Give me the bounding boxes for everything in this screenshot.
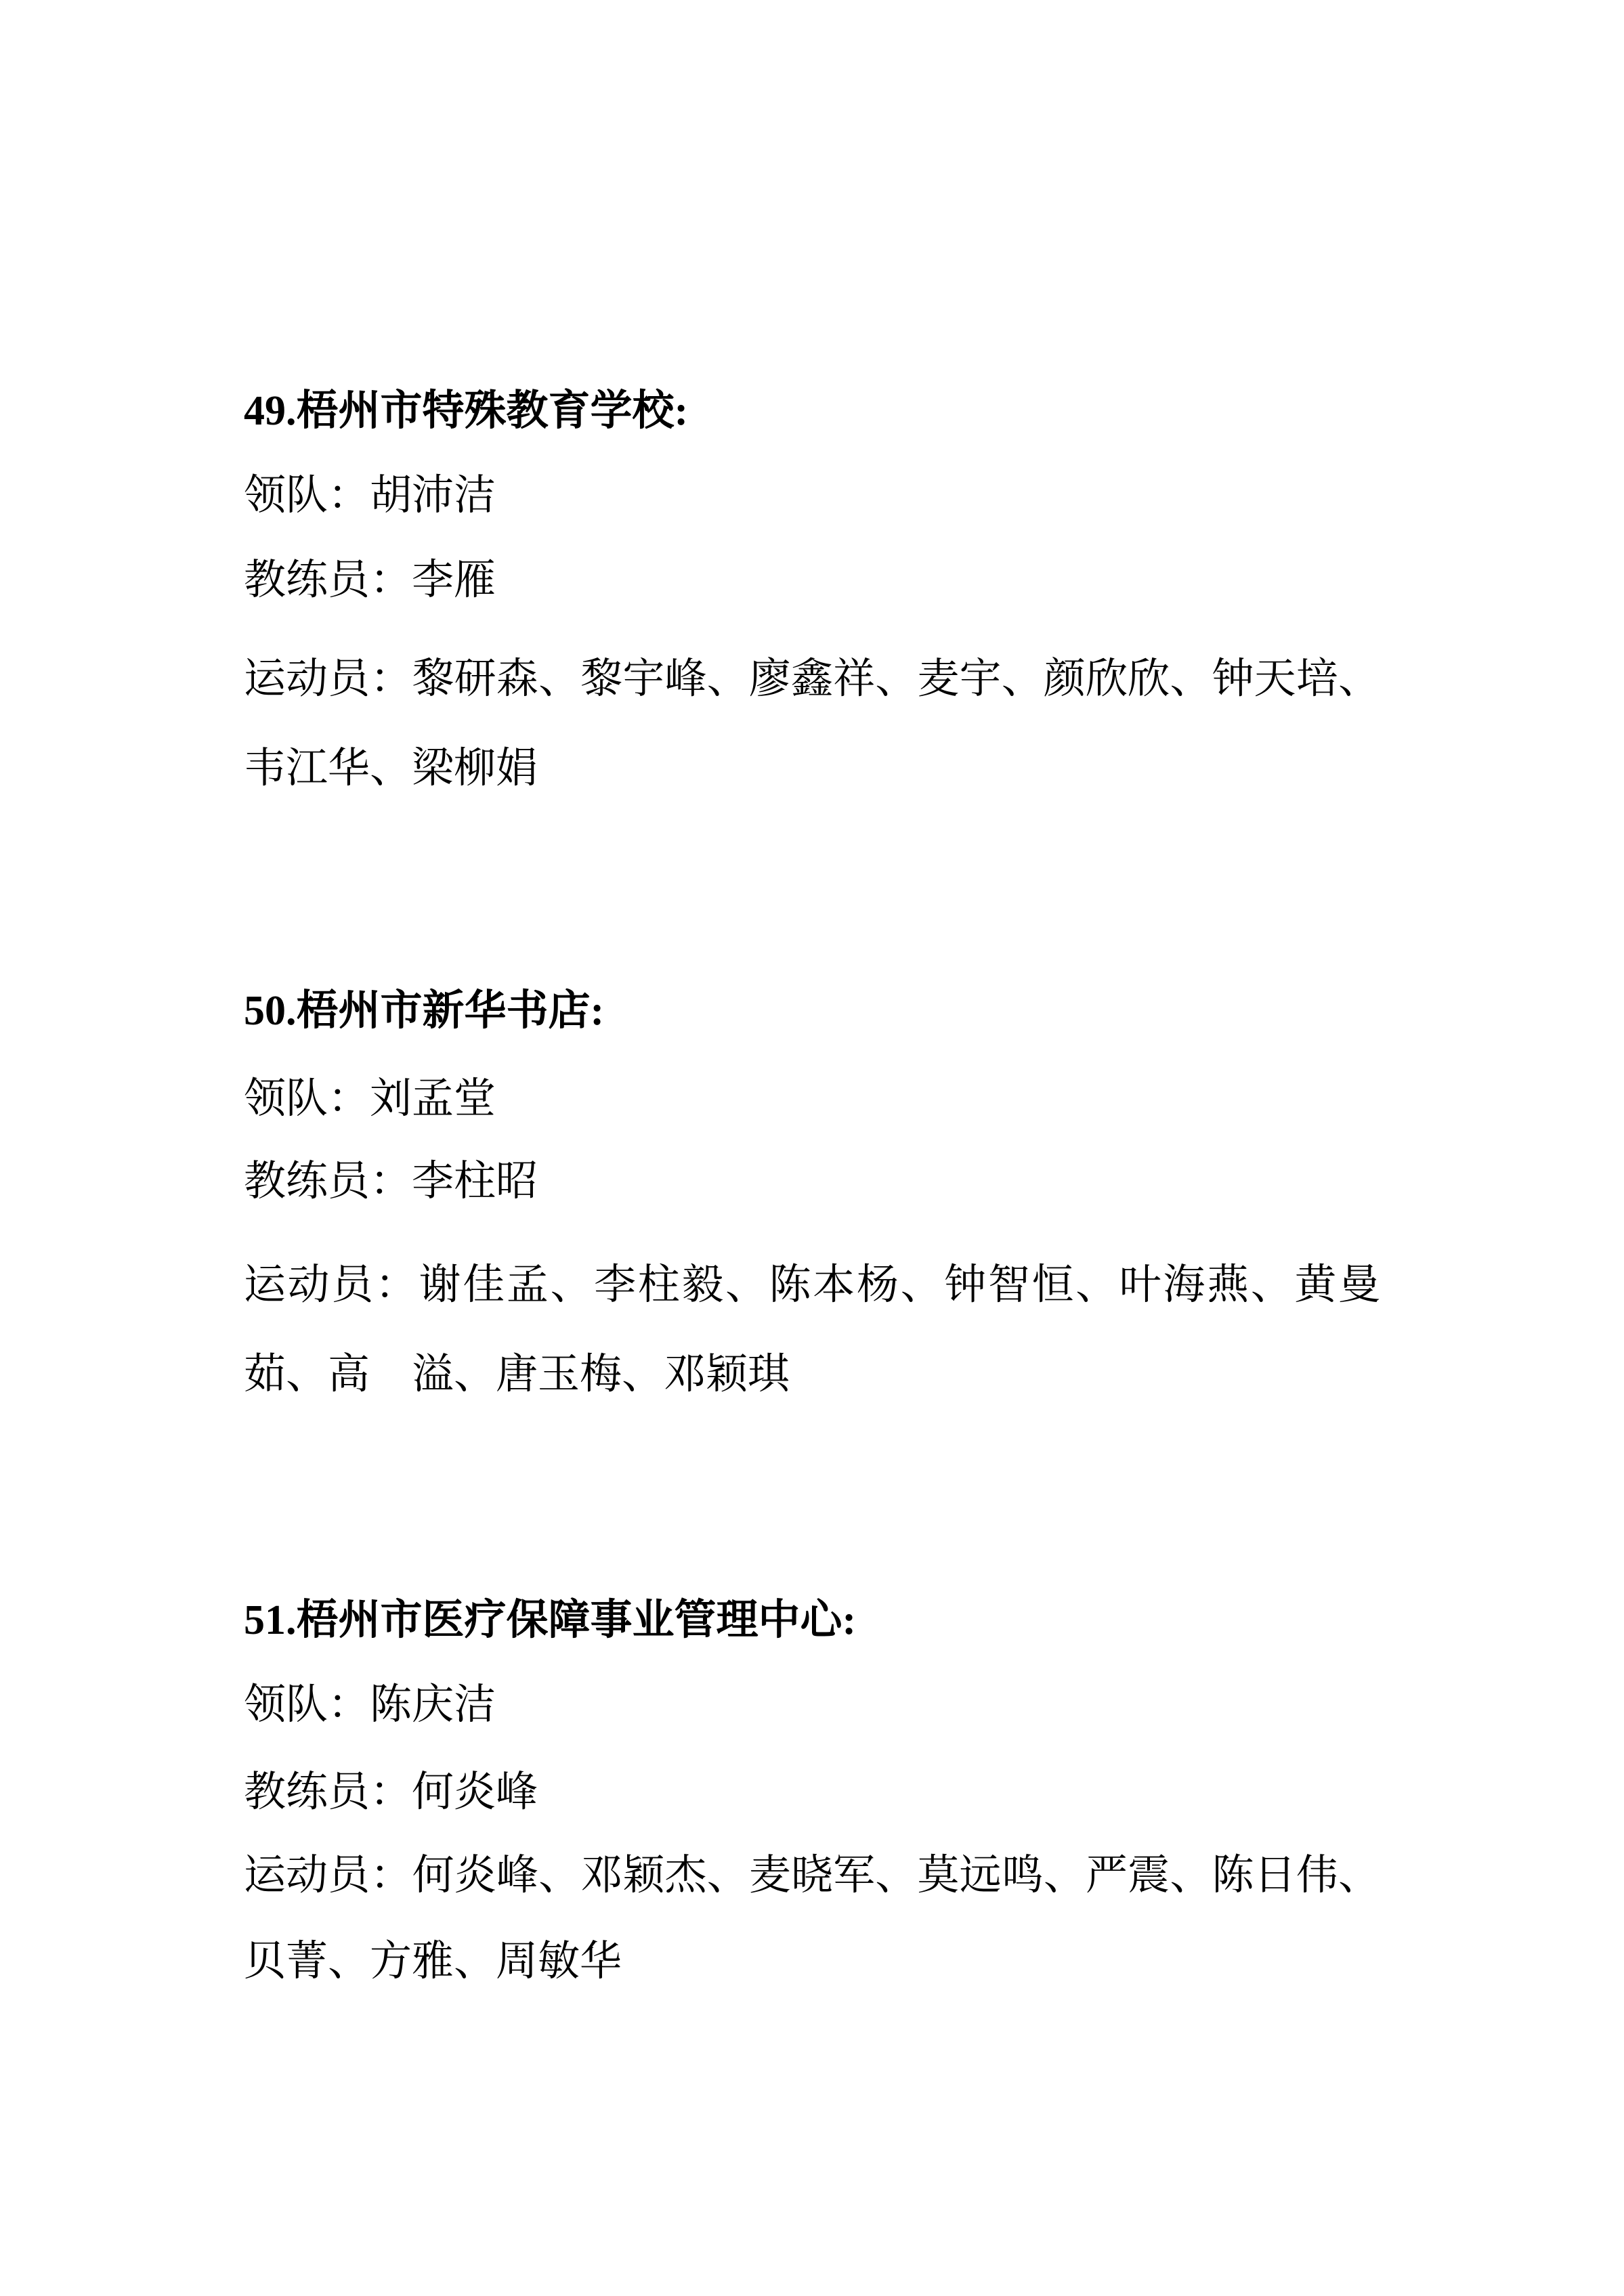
athletes-line-2: 贝菁、方雅、周敏华	[244, 1938, 622, 1985]
athletes-line-1: 运动员：黎研森、黎宇峰、廖鑫祥、麦宇、颜欣欣、钟天培、	[244, 656, 1380, 702]
section-heading: 50.梧州市新华书店:	[244, 988, 605, 1034]
athletes-line-1: 运动员：谢佳孟、李柱毅、陈本杨、钟智恒、叶海燕、黄曼	[244, 1262, 1380, 1308]
section-heading: 49.梧州市特殊教育学校:	[244, 388, 689, 434]
leader-line: 领队：刘孟堂	[244, 1076, 496, 1122]
coach-line: 教练员：李柱昭	[244, 1158, 538, 1205]
athletes-line-2: 茹、高 溢、唐玉梅、邓颖琪	[244, 1351, 790, 1398]
section-heading: 51.梧州市医疗保障事业管理中心:	[244, 1597, 857, 1643]
coach-line: 教练员：李雁	[244, 557, 496, 603]
athletes-line-2: 韦江华、梁柳娟	[244, 745, 538, 792]
coach-line: 教练员：何炎峰	[244, 1769, 538, 1815]
leader-line: 领队：胡沛洁	[244, 473, 496, 519]
leader-line: 领队：陈庆洁	[244, 1682, 496, 1728]
athletes-line-1: 运动员：何炎峰、邓颖杰、麦晓军、莫远鸣、严震、陈日伟、	[244, 1853, 1380, 1899]
